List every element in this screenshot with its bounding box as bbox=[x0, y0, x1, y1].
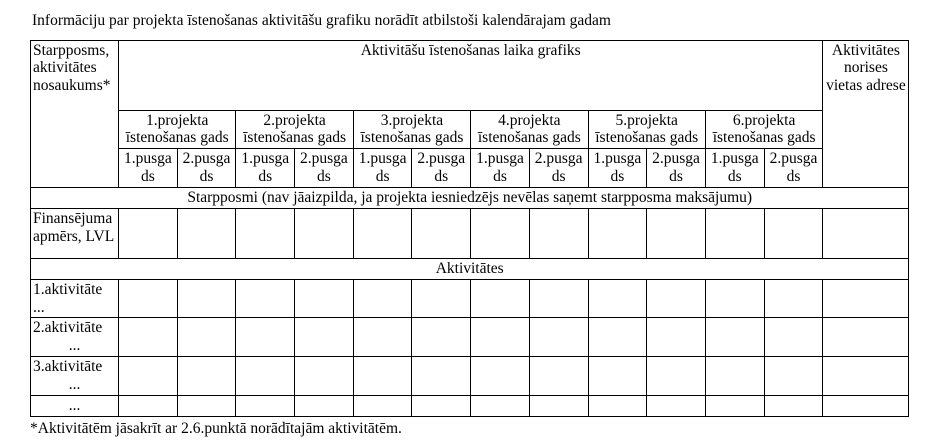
empty-cell bbox=[412, 318, 471, 357]
activity-3-label: 3.aktivitāte bbox=[33, 358, 103, 376]
activity-1-label: 1.aktivitāte bbox=[33, 280, 103, 298]
empty-cell bbox=[412, 396, 471, 417]
empty-cell bbox=[529, 396, 588, 417]
year-header: 4.projekta īstenošanas gads bbox=[471, 110, 588, 149]
activity-row-1 bbox=[31, 279, 909, 318]
activity-1-dots: ... bbox=[33, 298, 45, 316]
empty-cell bbox=[177, 357, 236, 396]
empty-cell bbox=[529, 209, 588, 259]
empty-cell bbox=[177, 209, 236, 259]
activity-3-label-cell bbox=[31, 357, 119, 396]
empty-cell bbox=[823, 279, 909, 318]
activity-2-label-cell bbox=[31, 318, 119, 357]
activity-row-2 bbox=[31, 318, 909, 357]
intro-text: Informāciju par projekta īstenošanas aktivitāšu grafiku norādīt atbilstoši kalendārajam gadam bbox=[32, 12, 611, 29]
empty-cell bbox=[353, 279, 412, 318]
header-row-halfyears bbox=[31, 149, 909, 188]
halfyear-header: 1.pusgads bbox=[236, 149, 295, 188]
year-header: 1.projekta īstenošanas gads bbox=[119, 110, 236, 149]
header-timeline-cell: Aktivitāšu īstenošanas laika grafiks bbox=[119, 40, 823, 110]
empty-cell bbox=[353, 396, 412, 417]
empty-cell bbox=[588, 279, 647, 318]
starpposmi-section-label: Starpposmi (nav jāaizpilda, ja projekta iesniedzējs nevēlas saņemt starpposma maksājumu) bbox=[31, 188, 909, 209]
empty-cell bbox=[295, 209, 354, 259]
empty-cell bbox=[236, 318, 295, 357]
activity-more-label-cell bbox=[31, 396, 119, 417]
empty-cell bbox=[823, 396, 909, 417]
empty-cell bbox=[764, 357, 823, 396]
halfyear-header: 1.pusgads bbox=[588, 149, 647, 188]
year-header: 2.projekta īstenošanas gads bbox=[236, 110, 353, 149]
empty-cell bbox=[412, 209, 471, 259]
activity-row-3 bbox=[31, 357, 909, 396]
empty-cell bbox=[705, 279, 764, 318]
empty-cell bbox=[647, 318, 706, 357]
year-header: 5.projekta īstenošanas gads bbox=[588, 110, 705, 149]
empty-cell bbox=[823, 209, 909, 259]
halfyear-header: 1.pusgads bbox=[119, 149, 178, 188]
aktivitates-section-label: Aktivitātes bbox=[31, 259, 909, 280]
empty-cell bbox=[119, 357, 178, 396]
header-address-cell: Aktivitātes norises vietas adrese bbox=[823, 40, 909, 188]
empty-cell bbox=[295, 396, 354, 417]
empty-cell bbox=[588, 396, 647, 417]
activity-more-dots: ... bbox=[68, 397, 81, 415]
empty-cell bbox=[529, 279, 588, 318]
empty-cell bbox=[236, 209, 295, 259]
empty-cell bbox=[295, 357, 354, 396]
empty-cell bbox=[471, 396, 530, 417]
halfyear-header: 2.pusgads bbox=[647, 149, 706, 188]
halfyear-header: 2.pusgads bbox=[412, 149, 471, 188]
empty-cell bbox=[412, 279, 471, 318]
empty-cell bbox=[119, 279, 178, 318]
empty-cell bbox=[412, 357, 471, 396]
empty-cell bbox=[764, 318, 823, 357]
empty-cell bbox=[177, 396, 236, 417]
empty-cell bbox=[236, 357, 295, 396]
header-row-years bbox=[31, 110, 909, 149]
halfyear-header: 2.pusgads bbox=[764, 149, 823, 188]
empty-cell bbox=[647, 279, 706, 318]
empty-cell bbox=[119, 396, 178, 417]
empty-cell bbox=[471, 279, 530, 318]
activity-schedule-table bbox=[30, 40, 909, 417]
empty-cell bbox=[588, 357, 647, 396]
activity-3-dots: ... bbox=[68, 375, 81, 393]
empty-cell bbox=[647, 357, 706, 396]
empty-cell bbox=[764, 396, 823, 417]
empty-cell bbox=[295, 279, 354, 318]
empty-cell bbox=[647, 209, 706, 259]
empty-cell bbox=[295, 318, 354, 357]
finansejuma-label-cell: Finansējuma apmērs, LVL bbox=[31, 209, 119, 259]
year-header: 6.projekta īstenošanas gads bbox=[705, 110, 823, 149]
empty-cell bbox=[705, 357, 764, 396]
section-row-starpposmi bbox=[31, 188, 909, 209]
empty-cell bbox=[764, 209, 823, 259]
empty-cell bbox=[647, 396, 706, 417]
empty-cell bbox=[823, 357, 909, 396]
empty-cell bbox=[823, 318, 909, 357]
halfyear-header: 2.pusgads bbox=[295, 149, 354, 188]
empty-cell bbox=[705, 318, 764, 357]
empty-cell bbox=[236, 396, 295, 417]
empty-cell bbox=[353, 209, 412, 259]
section-row-aktivitates bbox=[31, 259, 909, 280]
empty-cell bbox=[529, 318, 588, 357]
activity-1-label-cell bbox=[31, 279, 119, 318]
empty-cell bbox=[177, 318, 236, 357]
halfyear-header: 1.pusgads bbox=[353, 149, 412, 188]
empty-cell bbox=[705, 396, 764, 417]
empty-cell bbox=[119, 209, 178, 259]
empty-cell bbox=[588, 209, 647, 259]
empty-cell bbox=[353, 357, 412, 396]
empty-cell bbox=[236, 279, 295, 318]
empty-cell bbox=[705, 209, 764, 259]
empty-cell bbox=[588, 318, 647, 357]
activity-row-more bbox=[31, 396, 909, 417]
header-name-cell: Starpposms, aktivitātes nosaukums* bbox=[31, 40, 119, 188]
empty-cell bbox=[471, 209, 530, 259]
year-header: 3.projekta īstenošanas gads bbox=[353, 110, 470, 149]
halfyear-header: 1.pusgads bbox=[705, 149, 764, 188]
halfyear-header: 2.pusgads bbox=[529, 149, 588, 188]
activity-2-label: 2.aktivitāte bbox=[33, 319, 103, 337]
finansejuma-row bbox=[31, 209, 909, 259]
empty-cell bbox=[119, 318, 178, 357]
empty-cell bbox=[529, 357, 588, 396]
halfyear-header: 1.pusgads bbox=[471, 149, 530, 188]
empty-cell bbox=[353, 318, 412, 357]
empty-cell bbox=[764, 279, 823, 318]
footnote-text: *Aktivitātēm jāsakrīt ar 2.6.punktā norādītajām aktivitātēm. bbox=[30, 419, 402, 437]
halfyear-header: 2.pusgads bbox=[177, 149, 236, 188]
empty-cell bbox=[471, 357, 530, 396]
header-row-1 bbox=[31, 40, 909, 110]
empty-cell bbox=[177, 279, 236, 318]
empty-cell bbox=[471, 318, 530, 357]
activity-2-dots: ... bbox=[68, 337, 81, 355]
